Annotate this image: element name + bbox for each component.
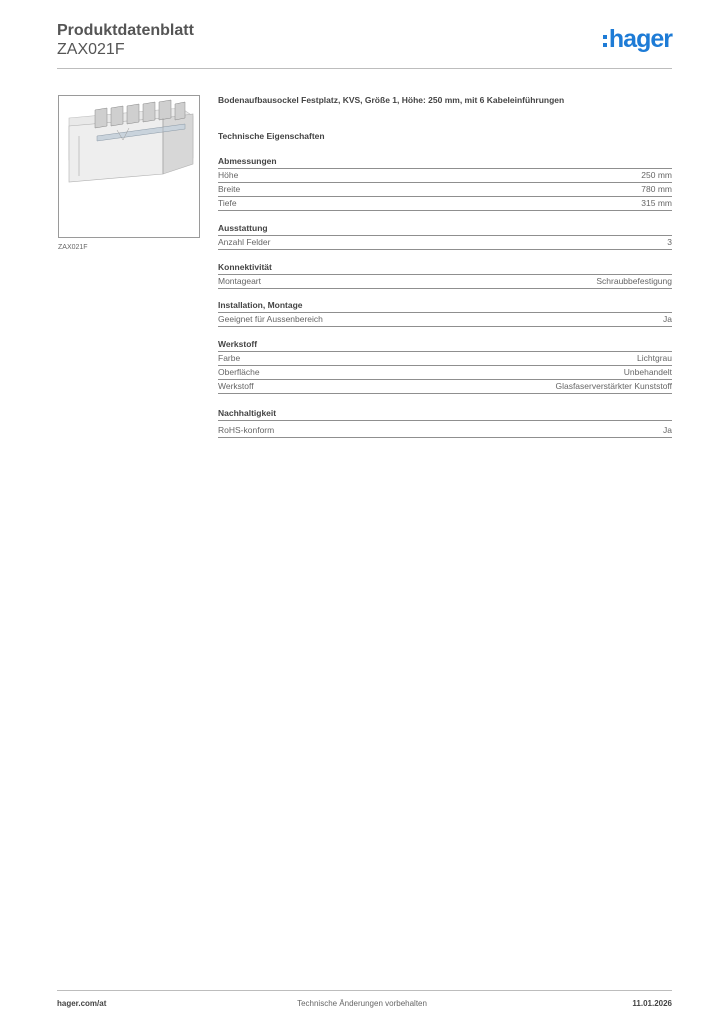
- row-value: Ja: [663, 314, 672, 324]
- group-title-connectivity: Konnektivität: [218, 262, 672, 275]
- table-row: [218, 380, 672, 394]
- product-code: ZAX021F: [57, 41, 125, 58]
- row-value: Glasfaserverstärkter Kunststoff: [555, 381, 672, 391]
- row-label: Anzahl Felder: [218, 237, 271, 247]
- row-label: Montageart: [218, 276, 261, 286]
- table-row: [218, 236, 672, 250]
- page-title: Produktdatenblatt: [57, 22, 194, 39]
- row-value: Unbehandelt: [623, 367, 672, 377]
- table-row: [218, 183, 672, 197]
- table-row: [218, 424, 672, 438]
- table-row: [218, 313, 672, 327]
- footer-date: 11.01.2026: [632, 999, 672, 1008]
- logo-wordmark: hager: [608, 25, 672, 53]
- table-row: [218, 197, 672, 211]
- table-row: [218, 366, 672, 380]
- row-label: Höhe: [218, 170, 239, 180]
- group-title-dimensions: Abmessungen: [218, 156, 672, 169]
- footer-divider: [57, 990, 672, 991]
- row-label: Farbe: [218, 353, 241, 363]
- table-row: [218, 275, 672, 289]
- product-description: Bodenaufbausockel Festplatz, KVS, Größe 1, Höhe: 250 mm, mit 6 Kabeleinführungen: [218, 95, 565, 105]
- row-value: 315 mm: [641, 198, 672, 208]
- page-header: [57, 20, 672, 68]
- row-value: 780 mm: [641, 184, 672, 194]
- row-label: Breite: [218, 184, 241, 194]
- logo-dots-icon: [603, 35, 607, 47]
- row-value: Lichtgrau: [637, 353, 672, 363]
- row-value: 250 mm: [641, 170, 672, 180]
- footer-notice: Technische Änderungen vorbehalten: [297, 999, 427, 1008]
- row-label: Werkstoff: [218, 381, 254, 391]
- row-label: RoHS-konform: [218, 425, 275, 435]
- group-title-sustainability: Nachhaltigkeit: [218, 408, 672, 421]
- row-value: 3: [667, 237, 672, 247]
- row-label: Tiefe: [218, 198, 237, 208]
- row-value: Schraubbefestigung: [596, 276, 672, 286]
- row-label: Geeignet für Aussenbereich: [218, 314, 323, 324]
- footer-website-link[interactable]: hager.com/at: [57, 999, 107, 1008]
- group-title-installation: Installation, Montage: [218, 300, 672, 313]
- group-title-equipment: Ausstattung: [218, 223, 672, 236]
- floor-base-illustration: [59, 96, 199, 237]
- row-value: Ja: [663, 425, 672, 435]
- table-row: [218, 169, 672, 183]
- row-label: Oberfläche: [218, 367, 260, 377]
- image-caption: ZAX021F: [58, 244, 88, 251]
- table-row: [218, 352, 672, 366]
- product-details: [218, 95, 672, 435]
- hager-logo: [603, 26, 672, 52]
- tech-properties-heading: Technische Eigenschaften: [218, 131, 325, 141]
- header-divider: [57, 68, 672, 69]
- product-image: [58, 95, 200, 238]
- group-title-material: Werkstoff: [218, 339, 672, 352]
